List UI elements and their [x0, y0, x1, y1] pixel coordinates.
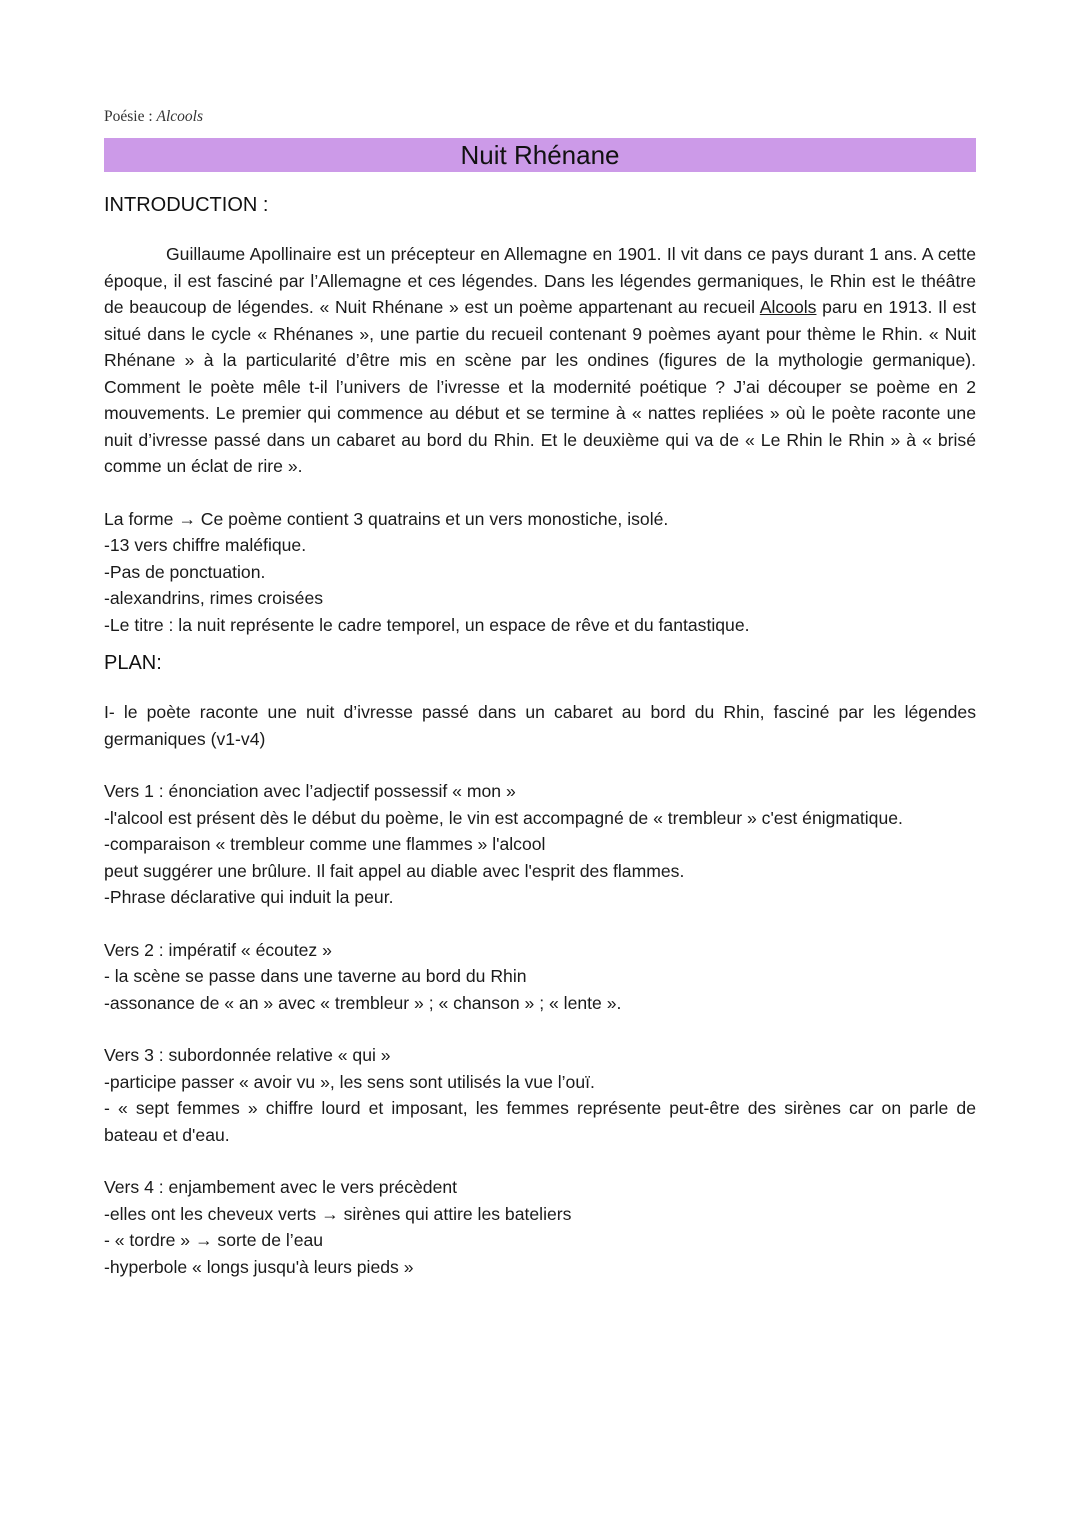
- vers4-line: Vers 4 : enjambement avec le vers précèdent: [104, 1177, 458, 1197]
- intro-text-1: Guillaume Apollinaire est un précepteur en Allemagne en 1901. Il vit dans ce pays durant 1 ans. A cette époque, il est fasciné par l’Allemagne et ces légendes. Dans les légendes germaniques, le Rhin est le théâtre de beaucoup de légendes. « Nuit Rhénane » est un poème appartenant au recueil: [104, 244, 976, 317]
- vers2-block: [104, 937, 976, 1017]
- vers3-block: [104, 1042, 976, 1148]
- forme-line: -Le titre : la nuit représente le cadre temporel, un espace de rêve et du fantastique.: [104, 614, 750, 635]
- vers3-line: -participe passer « avoir vu », les sens sont utilisés la vue l’ouï.: [104, 1071, 595, 1092]
- vers1-block: [104, 778, 976, 911]
- vers1-title: Vers 1 : énonciation avec l’adjectif possessif « mon »: [104, 781, 516, 801]
- page-header: [104, 108, 976, 130]
- forme-line: -Pas de ponctuation.: [104, 561, 266, 582]
- forme-line: -alexandrins, rimes croisées: [104, 588, 324, 608]
- vers3-line: Vers 3 : subordonnée relative « qui »: [104, 1045, 391, 1065]
- introduction-heading: INTRODUCTION :: [104, 194, 269, 216]
- header-label: Poésie :: [104, 108, 157, 125]
- intro-book-title: Alcools: [759, 297, 817, 317]
- vers2-line: Vers 2 : impératif « écoutez »: [104, 939, 332, 960]
- document-title: Nuit Rhénane: [104, 138, 976, 172]
- forme-list: [104, 506, 976, 639]
- vers4-line: -elles ont les cheveux verts → sirènes qui attire les bateliers: [104, 1203, 572, 1224]
- vers2-line: -assonance de « an » avec « trembleur » ; « chanson » ; « lente ».: [104, 992, 622, 1013]
- header-book-title: Alcools: [156, 108, 204, 125]
- plan-heading: PLAN:: [104, 652, 162, 674]
- introduction-paragraph: [104, 241, 976, 480]
- intro-text-2: paru en 1913. Il est situé dans le cycle « Rhénanes », une partie du recueil contenant 9 poèmes ayant pour thème le Rhin. « Nuit Rhénane » à la particularité d’être mis en scène par les ondines (figures de la mythologie germanique). Comment le poète mêle t-il l’univers de l’ivresse et la modernité poétique ? J’ai découper se poème en 2 mouvements. Le premier qui commence au début et se termine à « nattes repliées » où le poète raconte une nuit d’ivresse passé dans un cabaret au bord du Rhin. Et le deuxième qui va de « Le Rhin le Rhin » à « brisé comme un éclat de rire ».: [104, 297, 976, 476]
- vers4-line: -hyperbole « longs jusqu'à leurs pieds »: [104, 1256, 414, 1277]
- vers3-line: - « sept femmes » chiffre lourd et imposant, les femmes représente peut-être des sirènes car on parle de bateau et d'eau.: [104, 1098, 976, 1145]
- forme-line: La forme → Ce poème contient 3 quatrains et un vers monostiche, isolé.: [104, 508, 669, 529]
- plan-part-1: I- le poète raconte une nuit d’ivresse passé dans un cabaret au bord du Rhin, fasciné par les légendes germaniques (v1-v4): [104, 702, 976, 749]
- vers1-point: -l'alcool est présent dès le début du poème, le vin est accompagné de « trembleur » c'est énigmatique.: [104, 807, 903, 828]
- document-page: [104, 108, 976, 1280]
- forme-line: -13 vers chiffre maléfique.: [104, 535, 307, 555]
- vers1-point: peut suggérer une brûlure. Il fait appel au diable avec l'esprit des flammes.: [104, 860, 685, 881]
- vers4-block: [104, 1174, 976, 1280]
- vers1-point: -comparaison « trembleur comme une flammes » l'alcool: [104, 834, 546, 854]
- vers1-point: -Phrase déclarative qui induit la peur.: [104, 887, 394, 907]
- vers4-line: - « tordre » → sorte de l’eau: [104, 1230, 324, 1250]
- vers2-line: - la scène se passe dans une taverne au bord du Rhin: [104, 966, 527, 986]
